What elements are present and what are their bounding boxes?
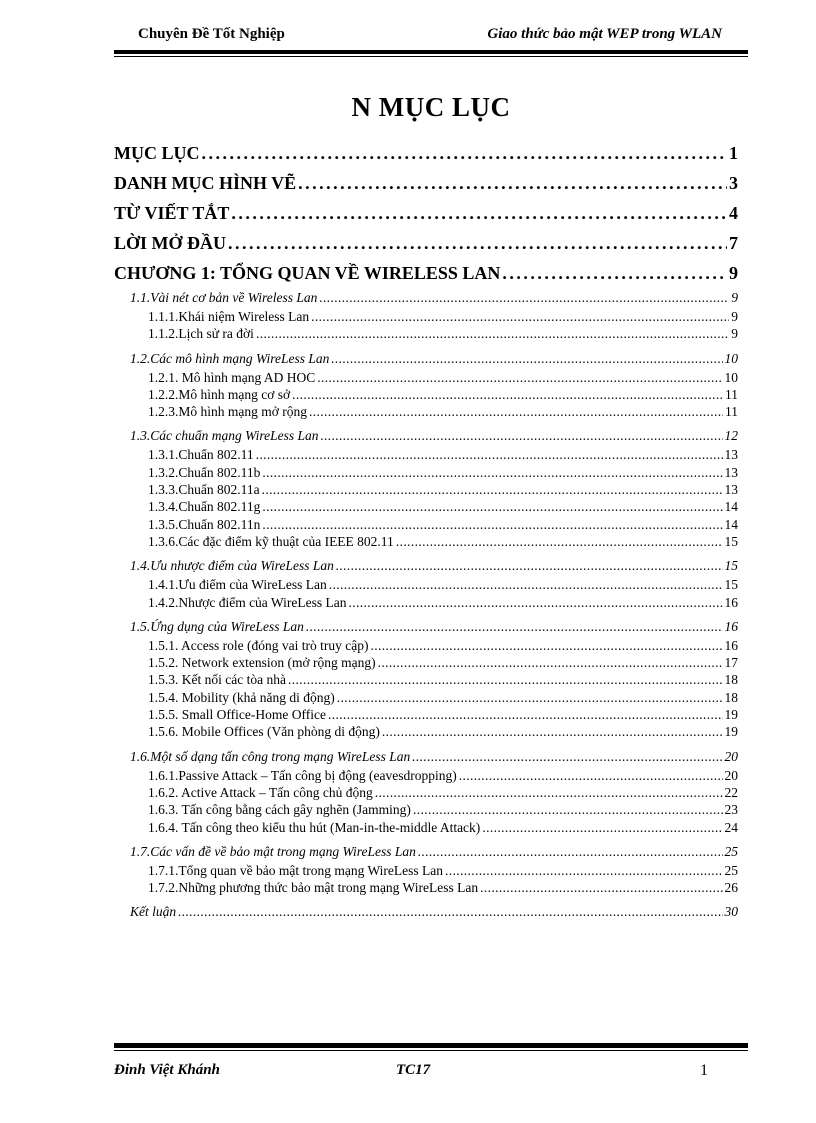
toc-item-page: 16 <box>724 637 738 653</box>
toc-entry-chuong-1[interactable] <box>114 258 738 288</box>
toc-item-label: 1.7.1.Tổng quan về bảo mật trong mạng WireLess Lan <box>148 862 444 878</box>
toc-section-1-6[interactable] <box>130 747 738 767</box>
toc-item-label: 1.2.3.Mô hình mạng mở rộng <box>148 404 308 420</box>
toc-section-label: 1.3.Các chuẩn mạng WireLess Lan <box>130 428 319 444</box>
dot-leader <box>256 325 729 342</box>
toc-item-1-3-6[interactable] <box>148 533 738 550</box>
toc-item-1-6-3[interactable] <box>148 801 738 818</box>
dot-leader <box>178 902 722 922</box>
dot-leader <box>262 516 722 533</box>
toc-item-label: 1.5.6. Mobile Offices (Văn phòng di động) <box>148 724 380 740</box>
dot-leader <box>262 498 722 515</box>
toc-item-label: 1.3.3.Chuẩn 802.11a <box>148 482 260 498</box>
dot-leader <box>413 801 723 818</box>
toc-item-1-3-2[interactable] <box>148 464 738 481</box>
toc-item-page: 23 <box>724 802 738 818</box>
toc-entry-danh-muc-hinh-ve[interactable] <box>114 168 738 198</box>
toc-section-1-4[interactable] <box>130 556 738 576</box>
toc-item-1-3-4[interactable] <box>148 498 738 515</box>
toc-entry-loi-mo-dau[interactable] <box>114 228 738 258</box>
toc-item-label: 1.3.1.Chuẩn 802.11 <box>148 447 254 463</box>
toc-item-1-6-2[interactable] <box>148 784 738 801</box>
toc-item-page: 26 <box>724 880 738 896</box>
toc-item-1-4-2[interactable] <box>148 594 738 611</box>
dot-leader <box>331 349 722 369</box>
toc-item-1-3-1[interactable] <box>148 446 738 463</box>
dot-leader <box>231 198 727 228</box>
footer-rule-thin <box>114 1050 748 1051</box>
toc-entry-ket-luan[interactable] <box>130 902 738 922</box>
toc-item-page: 14 <box>724 516 738 532</box>
toc-item-1-1-1[interactable] <box>148 308 738 325</box>
page-title: N MỤC LỤC <box>351 92 511 122</box>
dot-leader <box>321 426 723 446</box>
toc-item-label: 1.5.2. Network extension (mở rộng mạng) <box>148 655 376 671</box>
toc-item-page: 18 <box>724 689 738 705</box>
toc-section-label: Kết luận <box>130 904 177 920</box>
toc-section-1-5[interactable] <box>130 617 738 637</box>
toc-section-label: 1.5.Ứng dụng của WireLess Lan <box>130 618 304 634</box>
dot-leader <box>298 168 727 198</box>
dot-leader <box>328 706 723 723</box>
header-rule-thin <box>114 56 748 57</box>
toc-item-label: 1.1.2.Lịch sử ra đời <box>148 326 254 342</box>
toc-item-page: 11 <box>725 404 738 420</box>
toc-item-1-1-2[interactable] <box>148 325 738 342</box>
toc-item-page: 13 <box>724 447 738 463</box>
toc-section-page: 15 <box>724 558 738 574</box>
toc-entry-page: 7 <box>729 233 738 253</box>
toc-item-1-5-5[interactable] <box>148 706 738 723</box>
toc-entry-label: MỤC LỤC <box>114 143 200 163</box>
toc-item-label: 1.6.2. Active Attack – Tấn công chủ động <box>148 784 373 800</box>
toc-item-page: 22 <box>724 784 738 800</box>
dot-leader <box>262 464 722 481</box>
toc-entry-muc-luc[interactable] <box>114 138 738 168</box>
toc-item-label: 1.3.4.Chuẩn 802.11g <box>148 499 261 515</box>
toc-item-label: 1.5.1. Access role (đóng vai trò truy cập) <box>148 637 369 653</box>
toc-item-1-5-2[interactable] <box>148 654 738 671</box>
toc-entry-label: CHƯƠNG 1: TỔNG QUAN VỀ WIRELESS LAN <box>114 263 501 283</box>
toc-item-label: 1.2.2.Mô hình mạng cơ sở <box>148 386 291 402</box>
toc-section-page: 25 <box>724 843 738 859</box>
toc-item-1-7-2[interactable] <box>148 879 738 896</box>
toc-entry-label: TỪ VIẾT TẮT <box>114 203 230 223</box>
toc-item-1-5-4[interactable] <box>148 689 738 706</box>
toc-item-1-5-6[interactable] <box>148 723 738 740</box>
dot-leader <box>382 723 723 740</box>
toc-item-page: 10 <box>724 369 738 385</box>
dot-leader <box>288 671 723 688</box>
toc-item-label: 1.4.2.Nhược điểm của WireLess Lan <box>148 594 347 610</box>
dot-leader <box>418 842 723 862</box>
toc-item-page: 19 <box>724 707 738 723</box>
dot-leader <box>319 288 729 308</box>
toc-item-label: 1.1.1.Khái niệm Wireless Lan <box>148 309 310 324</box>
toc-item-page: 17 <box>724 655 738 671</box>
toc-section-1-2[interactable] <box>130 349 738 369</box>
toc-item-1-2-3[interactable] <box>148 403 738 420</box>
toc-section-label: 1.6.Một số dạng tấn công trong mạng WireLess Lan <box>130 748 411 764</box>
dot-leader <box>348 594 722 611</box>
toc-entry-page: 4 <box>729 203 738 223</box>
header-rule-thick <box>114 50 748 54</box>
toc-item-1-5-1[interactable] <box>148 637 738 654</box>
toc-item-page: 11 <box>725 386 738 402</box>
toc-item-1-4-1[interactable] <box>148 576 738 593</box>
toc-section-1-1[interactable] <box>130 288 738 308</box>
dot-leader <box>459 767 723 784</box>
header-right-title: Giao thức bảo mật WEP trong WLAN <box>487 26 722 42</box>
dot-leader <box>337 689 723 706</box>
page-header <box>114 22 728 48</box>
dot-leader <box>292 386 723 403</box>
dot-leader <box>317 369 722 386</box>
toc-entry-label: LỜI MỞ ĐẦU <box>114 233 226 253</box>
dot-leader <box>370 637 722 654</box>
toc-item-1-2-2[interactable] <box>148 386 738 403</box>
toc-item-page: 20 <box>724 767 738 783</box>
toc-section-page: 12 <box>724 428 738 444</box>
dot-leader <box>480 879 722 896</box>
dot-leader <box>309 403 723 420</box>
dot-leader <box>378 654 723 671</box>
toc-item-1-3-5[interactable] <box>148 516 738 533</box>
dot-leader <box>202 138 728 168</box>
dot-leader <box>336 556 723 576</box>
toc-item-label: 1.2.1. Mô hình mạng AD HOC <box>148 369 316 385</box>
toc-item-label: 1.6.4. Tấn công theo kiểu thu hút (Man-in-the-middle Attack) <box>148 819 481 835</box>
toc-section-page: 20 <box>724 748 738 764</box>
toc-item-1-6-4[interactable] <box>148 819 738 836</box>
toc-section-page: 30 <box>724 904 738 920</box>
toc-entry-page: 1 <box>729 143 738 163</box>
toc-item-page: 25 <box>724 862 738 878</box>
toc-section-page: 10 <box>724 350 738 366</box>
toc-item-label: 1.6.3. Tấn công bằng cách gây nghẽn (Jamming) <box>148 802 411 818</box>
toc-item-label: 1.5.4. Mobility (khả năng di động) <box>148 689 335 705</box>
toc-section-1-7[interactable] <box>130 842 738 862</box>
toc-entry-tu-viet-tat[interactable] <box>114 198 738 228</box>
toc-entry-label: DANH MỤC HÌNH VẼ <box>114 173 297 193</box>
toc-item-page: 14 <box>724 499 738 515</box>
toc-item-page: 15 <box>724 533 738 549</box>
dot-leader <box>311 308 729 325</box>
toc-item-label: 1.3.5.Chuẩn 802.11n <box>148 516 261 532</box>
toc-item-page: 19 <box>724 724 738 740</box>
footer-page-number: 1 <box>700 1062 708 1079</box>
toc-item-label: 1.5.5. Small Office-Home Office <box>148 707 326 723</box>
dot-leader <box>256 446 723 463</box>
toc-section-page: 16 <box>724 618 738 634</box>
dot-leader <box>396 533 723 550</box>
dot-leader <box>412 747 722 767</box>
toc-item-page: 24 <box>724 819 738 835</box>
toc-item-1-5-3[interactable] <box>148 671 738 688</box>
toc-item-label: 1.3.6.Các đặc điểm kỹ thuật của IEEE 802.11 <box>148 533 394 549</box>
toc-item-label: 1.6.1.Passive Attack – Tấn công bị động (eavesdropping) <box>148 767 457 783</box>
dot-leader <box>482 819 722 836</box>
toc-section-page: 9 <box>731 290 738 305</box>
toc-item-page: 9 <box>731 326 738 342</box>
toc-item-label: 1.7.2.Những phương thức bảo mật trong mạng WireLess Lan <box>148 880 479 896</box>
toc-section-label: 1.7.Các vấn đề về bảo mật trong mạng WireLess Lan <box>130 843 416 859</box>
toc-section-label: 1.4.Ưu nhược điểm của WireLess Lan <box>130 558 334 574</box>
toc-item-1-6-1[interactable] <box>148 767 738 784</box>
toc-item-page: 16 <box>724 594 738 610</box>
dot-leader <box>445 862 722 879</box>
toc-item-1-7-1[interactable] <box>148 862 738 879</box>
header-left-title: Chuyên Đề Tốt Nghiệp <box>138 26 285 42</box>
dot-leader <box>228 228 727 258</box>
table-of-contents <box>114 138 738 922</box>
dot-leader <box>375 784 723 801</box>
dot-leader <box>329 576 723 593</box>
toc-item-1-3-3[interactable] <box>148 481 738 498</box>
toc-entry-page: 9 <box>729 263 738 283</box>
dot-leader <box>502 258 727 288</box>
footer-rule-thick <box>114 1043 748 1048</box>
toc-item-page: 13 <box>724 464 738 480</box>
toc-item-label: 1.5.3. Kết nối các tòa nhà <box>148 672 286 688</box>
dot-leader <box>262 481 723 498</box>
toc-item-page: 15 <box>724 577 738 593</box>
toc-section-1-3[interactable] <box>130 426 738 446</box>
toc-section-label: 1.1.Vài nét cơ bản về Wireless Lan <box>130 290 318 305</box>
toc-item-1-2-1[interactable] <box>148 369 738 386</box>
footer-class: TC17 <box>396 1062 431 1078</box>
toc-item-page: 13 <box>724 482 738 498</box>
footer-author: Đinh Việt Khánh <box>114 1062 220 1078</box>
dot-leader <box>306 617 723 637</box>
toc-item-label: 1.3.2.Chuẩn 802.11b <box>148 464 261 480</box>
toc-item-page: 18 <box>724 672 738 688</box>
toc-entry-page: 3 <box>729 173 738 193</box>
toc-item-label: 1.4.1.Ưu điểm của WireLess Lan <box>148 577 327 593</box>
toc-item-page: 9 <box>731 309 738 324</box>
toc-section-label: 1.2.Các mô hình mạng WireLess Lan <box>130 350 330 366</box>
